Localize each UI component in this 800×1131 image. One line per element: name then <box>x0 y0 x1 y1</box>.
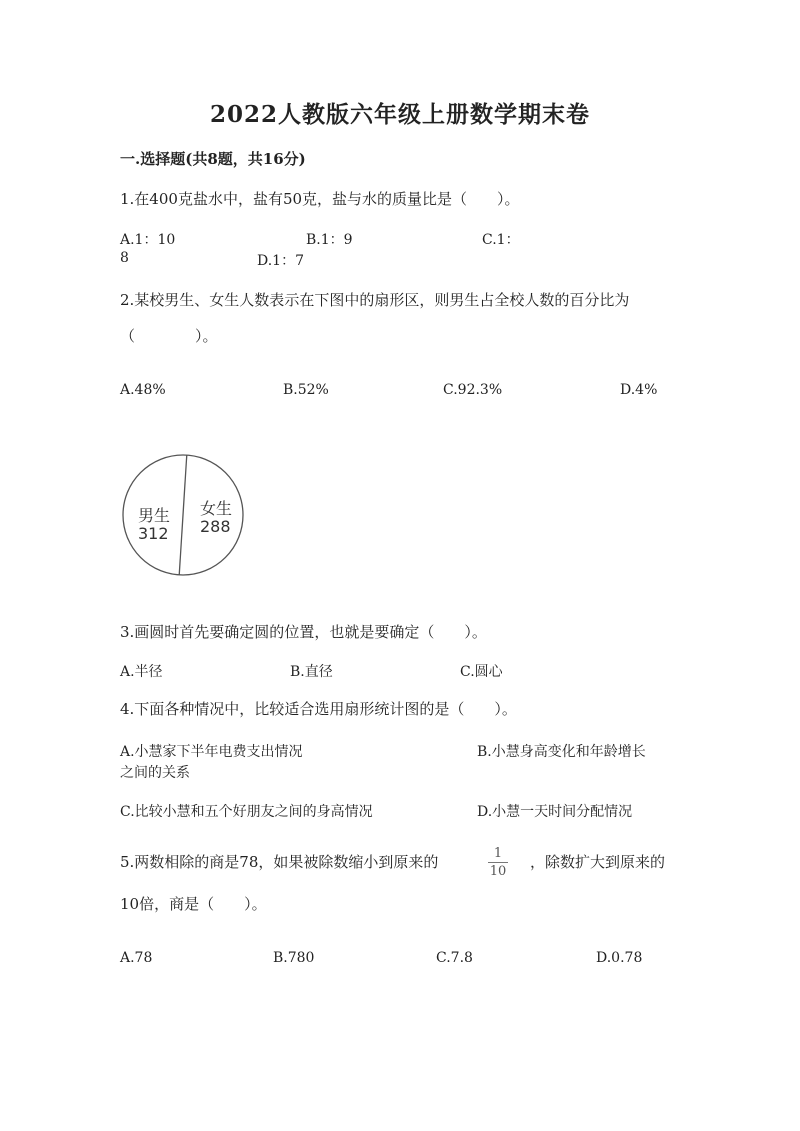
question-1-option-c-wrap: 8 <box>120 250 129 266</box>
fraction-bar <box>488 862 508 863</box>
question-5-stem-part2: ，除数扩大到原来的 <box>530 853 666 871</box>
question-3-option-a: A.半径 <box>120 664 163 680</box>
fraction-numerator: 1 <box>493 846 503 861</box>
pie-label-girls: 女生 <box>200 499 233 518</box>
section-heading: 一.选择题(共8题，共16分) <box>120 150 306 168</box>
question-4-option-c: C.比较小慧和五个好朋友之间的身高情况 <box>120 804 373 820</box>
question-1-stem: 1.在400克盐水中，盐有50克，盐与水的质量比是（ ）。 <box>120 190 520 208</box>
question-3-option-b: B.直径 <box>290 664 333 680</box>
pie-label-boys: 男生 <box>138 506 171 525</box>
question-2-option-a: A.48% <box>120 382 166 398</box>
question-5-stem-part1: 5.两数相除的商是78，如果被除数缩小到原来的 <box>120 853 439 871</box>
question-2-stem-line2: （ ）。 <box>120 327 218 345</box>
page-title: 2022人教版六年级上册数学期末卷 <box>209 101 590 128</box>
question-4-option-b: B.小慧身高变化和年龄增长 <box>477 744 646 760</box>
question-2-option-b: B.52% <box>283 382 329 398</box>
question-4-stem: 4.下面各种情况中，比较适合选用扇形统计图的是（ ）。 <box>120 700 517 718</box>
question-1-option-a: A.1：10 <box>120 232 176 248</box>
question-5-stem-line2: 10倍，商是（ ）。 <box>120 895 267 913</box>
pie-value-girls: 288 <box>200 517 231 536</box>
pie-chart <box>118 450 250 582</box>
question-5-option-d: D.0.78 <box>596 950 643 966</box>
question-2-option-c: C.92.3% <box>443 382 503 398</box>
question-5-option-a: A.78 <box>120 950 153 966</box>
question-3-option-c: C.圆心 <box>460 664 503 680</box>
question-5-option-c: C.7.8 <box>436 950 473 966</box>
question-4-option-a: A.小慧家下半年电费支出情况 <box>120 744 303 760</box>
question-1-option-b: B.1：9 <box>306 232 353 248</box>
question-4-option-b-wrap: 之间的关系 <box>120 765 190 781</box>
pie-value-boys: 312 <box>138 524 169 543</box>
question-4-option-d: D.小慧一天时间分配情况 <box>477 804 633 820</box>
question-2-stem-line1: 2.某校男生、女生人数表示在下图中的扇形区，则男生占全校人数的百分比为 <box>120 291 630 309</box>
fraction-denominator: 10 <box>489 864 507 879</box>
question-2-option-d: D.4% <box>620 382 658 398</box>
fraction-one-tenth <box>486 846 510 879</box>
question-1-option-d: D.1：7 <box>257 253 304 269</box>
question-1-option-c: C.1： <box>482 232 520 248</box>
question-3-stem: 3.画圆时首先要确定圆的位置，也就是要确定（ ）。 <box>120 623 487 641</box>
question-5-option-b: B.780 <box>273 950 315 966</box>
